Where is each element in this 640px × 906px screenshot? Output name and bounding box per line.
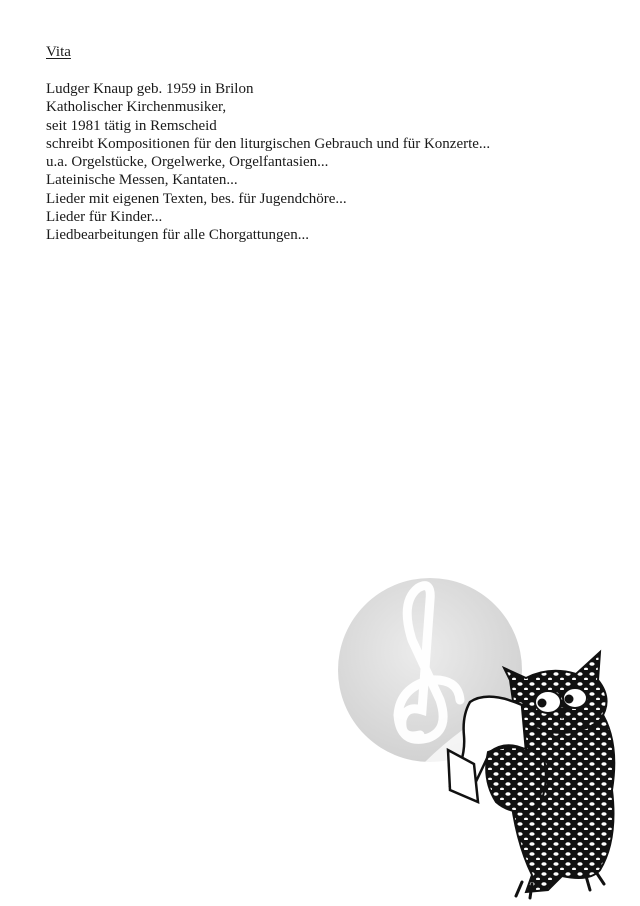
owl-wing xyxy=(486,747,546,812)
vita-line: Lateinische Messen, Kantaten... xyxy=(46,172,238,189)
vita-line: seit 1981 tätig in Remscheid xyxy=(46,117,217,134)
vita-line: Katholischer Kirchenmusiker, xyxy=(46,99,227,116)
publisher-emblem xyxy=(300,540,640,906)
vita-heading: Vita xyxy=(46,44,71,60)
vita-line: schreibt Kompositionen für den liturgischen Gebrauch und für Konzerte... xyxy=(46,135,491,152)
owl-pupil-right xyxy=(565,695,574,704)
vita-text xyxy=(46,80,490,245)
owl-pupil-left xyxy=(538,699,547,708)
vita-line: Lieder für Kinder... xyxy=(46,209,163,226)
vita-line: u.a. Orgelstücke, Orgelwerke, Orgelfantasien... xyxy=(46,154,329,171)
vita-line: Ludger Knaup geb. 1959 in Brilon xyxy=(46,81,254,97)
vita-line: Lieder mit eigenen Texten, bes. für Jugendchöre... xyxy=(46,190,347,207)
vita-line: Liedbearbeitungen für alle Chorgattungen... xyxy=(46,227,309,244)
